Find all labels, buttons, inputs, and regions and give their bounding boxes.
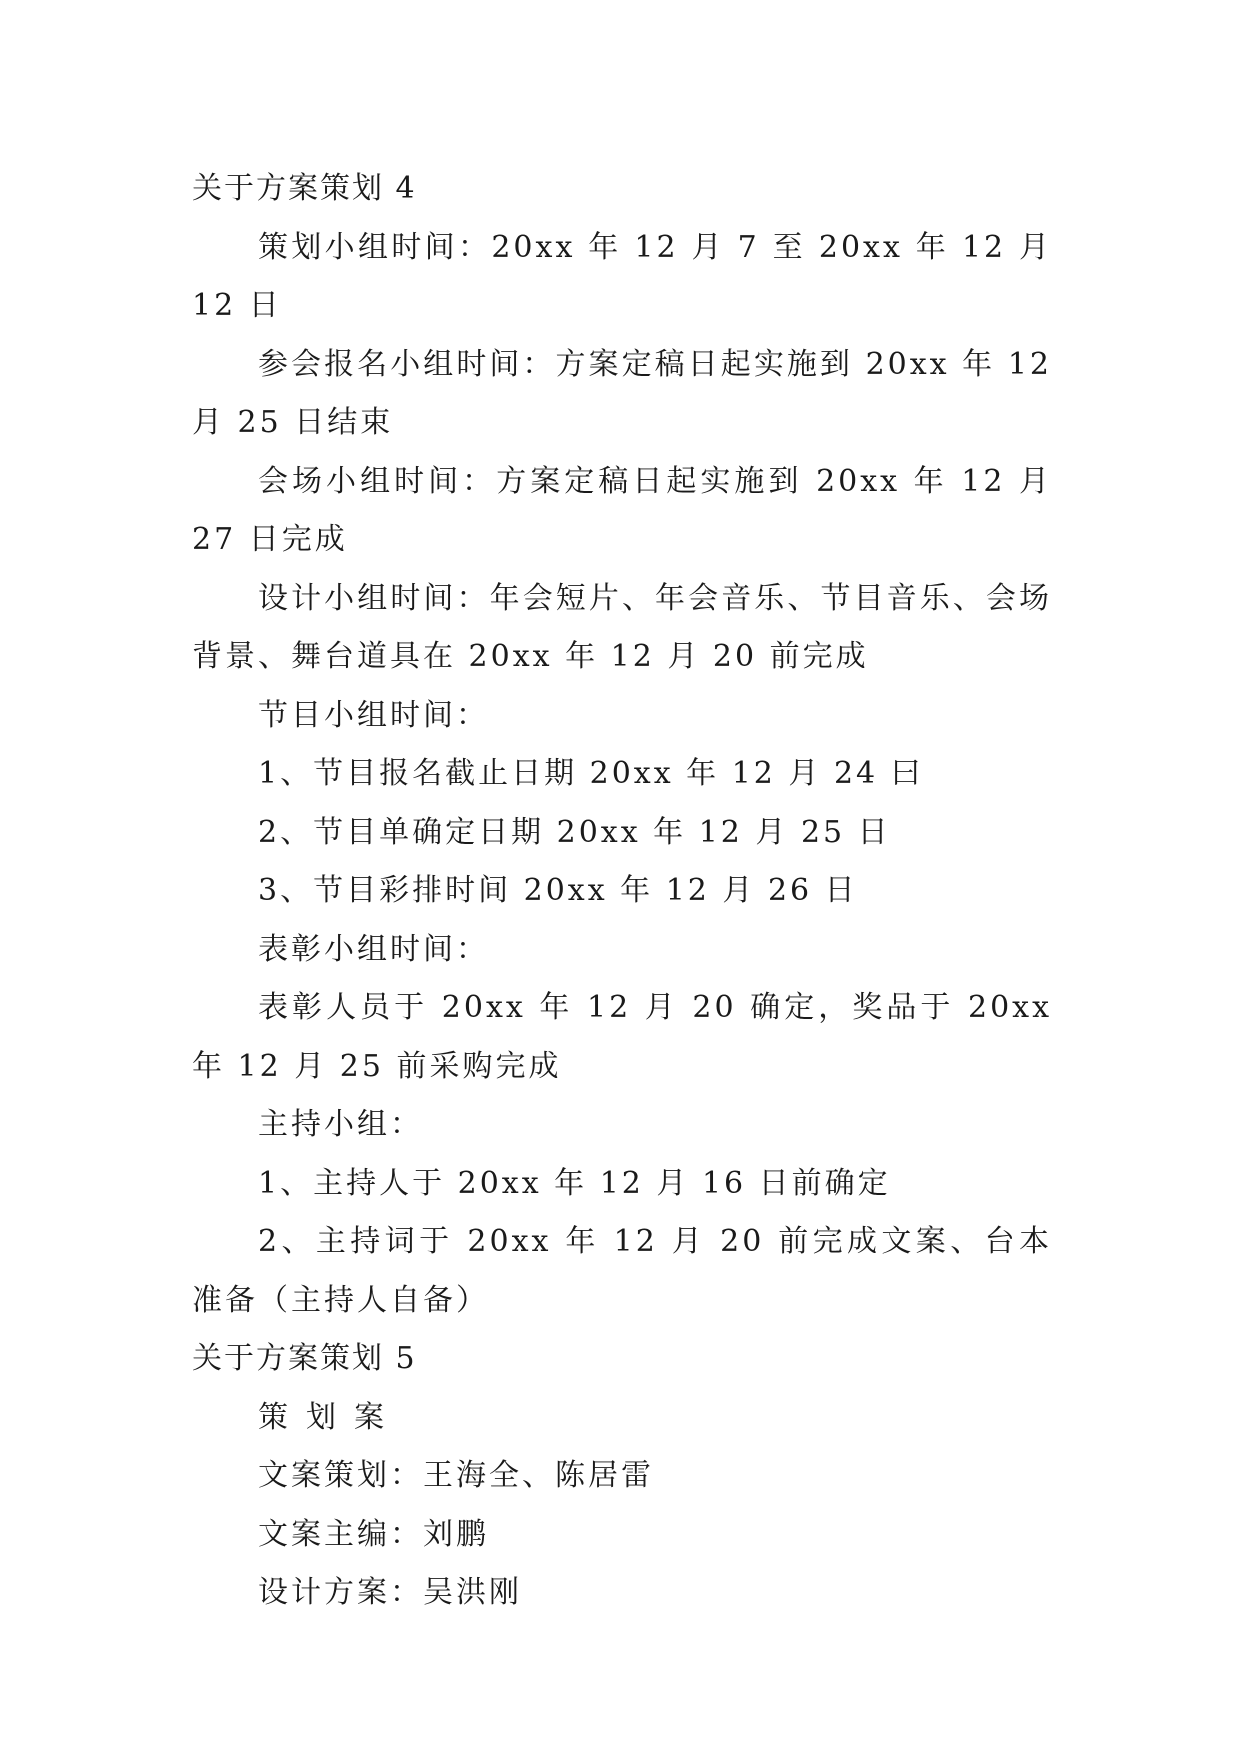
- host-item: 2、主持词于 20xx 年 12 月 20 前完成文案、台本准备（主持人自备）: [192, 1224, 1052, 1318]
- section-5-heading: 关于方案策划 5: [192, 1341, 417, 1376]
- host-item: 1、主持人于 20xx 年 12 月 16 日前确定: [258, 1165, 891, 1201]
- copy-editor: 文案主编：刘鹏: [258, 1516, 489, 1552]
- copy-planning: 文案策划：王海全、陈居雷: [258, 1458, 654, 1493]
- award-group-title: 表彰小组时间：: [258, 931, 489, 967]
- venue-group-time: 会场小组时间：方案定稿日起实施到 20xx 年 12 月 27 日完成: [192, 463, 1052, 557]
- program-item: 3、节目彩排时间 20xx 年 12 月 26 日: [258, 873, 858, 908]
- host-group-title: 主持小组：: [258, 1107, 423, 1142]
- award-group-detail: 表彰人员于 20xx 年 12 月 20 确定，奖品于 20xx 年 12 月 25 前采购完成: [192, 990, 1052, 1084]
- program-group-title: 节目小组时间：: [258, 697, 489, 733]
- program-item: 1、节目报名截止日期 20xx 年 12 月 24 曰: [258, 756, 924, 791]
- design-group-time: 设计小组时间：年会短片、年会音乐、节目音乐、会场背景、舞台道具在 20xx 年 12 月 20 前完成: [192, 580, 1052, 674]
- program-item: 2、节目单确定日期 20xx 年 12 月 25 日: [258, 814, 891, 850]
- planning-group-time: 策划小组时间：20xx 年 12 月 7 至 20xx 年 12 月 12 日: [192, 229, 1052, 323]
- plan-title: 策划案: [258, 1399, 402, 1435]
- section-4-heading: 关于方案策划 4: [192, 171, 417, 206]
- design-plan: 设计方案：吴洪刚: [258, 1575, 522, 1610]
- document-page: [192, 160, 1052, 1623]
- registration-group-time: 参会报名小组时间：方案定稿日起实施到 20xx 年 12 月 25 日结束: [192, 346, 1052, 440]
